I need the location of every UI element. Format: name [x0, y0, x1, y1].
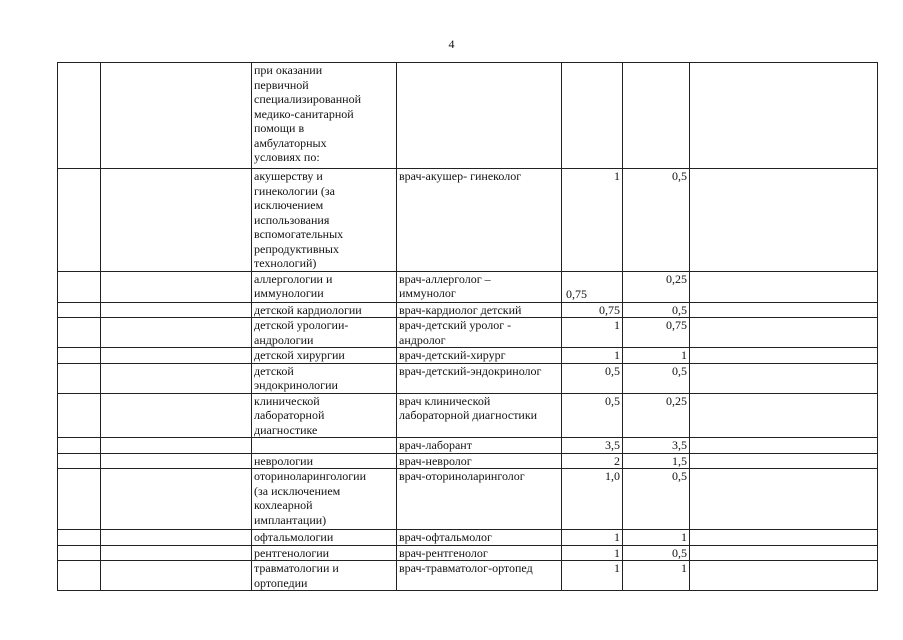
table-row — [58, 63, 878, 169]
cell-position-text: врач клинической лабораторной диагностики — [399, 393, 538, 422]
cell-profile — [252, 438, 397, 454]
cell-profile — [252, 363, 397, 393]
cell-value-1-text: 0,75 — [566, 287, 587, 301]
cell-value-1-text: 0,5 — [605, 393, 620, 408]
cell-value-1 — [562, 363, 623, 393]
cell-index — [58, 318, 101, 348]
cell-position — [397, 469, 562, 530]
cell-position-text: врач-детский уролог - андролог — [399, 318, 512, 347]
cell-section — [101, 63, 252, 169]
cell-position — [397, 348, 562, 364]
cell-value-2-text: 0,5 — [672, 469, 687, 483]
cell-value-1-text: 1 — [614, 530, 620, 544]
cell-section — [101, 530, 252, 546]
cell-profile-text: при оказании первичной специализированной медико-санитарной помощи в амбулаторных условиях по: — [254, 63, 362, 164]
cell-note — [690, 453, 878, 469]
cell-value-1 — [562, 348, 623, 364]
cell-position-text: врач-невролог — [399, 453, 472, 468]
cell-position-text: врач-лаборант — [399, 438, 472, 452]
cell-value-1 — [562, 169, 623, 272]
cell-value-1 — [562, 561, 623, 591]
cell-index — [58, 561, 101, 591]
cell-section — [101, 318, 252, 348]
table-row — [58, 363, 878, 393]
cell-profile-text: акушерству и гинекологии (за исключением использования вспомогательных репродуктивных технологий) — [254, 169, 344, 270]
cell-position — [397, 169, 562, 272]
table-row — [58, 469, 878, 530]
cell-section — [101, 169, 252, 272]
cell-section — [101, 348, 252, 364]
cell-value-1 — [562, 469, 623, 530]
cell-profile — [252, 318, 397, 348]
cell-index — [58, 393, 101, 438]
cell-note — [690, 530, 878, 546]
cell-value-2 — [623, 469, 690, 530]
cell-position-text: врач-рентгенолог — [399, 545, 488, 560]
cell-index — [58, 302, 101, 318]
table-row — [58, 271, 878, 302]
cell-value-2 — [623, 348, 690, 364]
cell-position-text: врач-аллерголог – иммунолог — [399, 271, 491, 300]
cell-profile-text: рентгенологии — [254, 545, 330, 560]
cell-value-1 — [562, 393, 623, 438]
cell-note — [690, 363, 878, 393]
cell-value-1 — [562, 438, 623, 454]
cell-position — [397, 453, 562, 469]
cell-index — [58, 469, 101, 530]
table-row — [58, 393, 878, 438]
cell-note — [690, 561, 878, 591]
cell-value-2 — [623, 393, 690, 438]
cell-note — [690, 169, 878, 272]
cell-position — [397, 438, 562, 454]
cell-value-2 — [623, 545, 690, 561]
table-row — [58, 169, 878, 272]
table-body — [58, 63, 878, 591]
cell-value-1 — [562, 318, 623, 348]
cell-position — [397, 561, 562, 591]
cell-value-2 — [623, 63, 690, 169]
table-row — [58, 318, 878, 348]
table-row — [58, 561, 878, 591]
cell-value-2-text: 1,5 — [672, 453, 687, 468]
cell-profile — [252, 169, 397, 272]
table-row — [58, 438, 878, 454]
cell-section — [101, 561, 252, 591]
cell-position — [397, 545, 562, 561]
cell-index — [58, 169, 101, 272]
cell-section — [101, 302, 252, 318]
cell-profile — [252, 469, 397, 530]
cell-profile-text: клинической лабораторной диагностике — [254, 393, 325, 437]
cell-index — [58, 348, 101, 364]
cell-value-2-text: 1 — [681, 561, 687, 575]
cell-position — [397, 318, 562, 348]
cell-value-1-text: 3,5 — [605, 438, 620, 452]
cell-value-2 — [623, 453, 690, 469]
staffing-table — [57, 62, 878, 591]
cell-index — [58, 545, 101, 561]
cell-profile — [252, 545, 397, 561]
cell-profile-text: детской хирургии — [254, 348, 345, 362]
cell-index — [58, 271, 101, 302]
cell-section — [101, 545, 252, 561]
cell-value-1-text: 1 — [614, 348, 620, 362]
cell-index — [58, 438, 101, 454]
cell-value-1-text: 0,5 — [605, 363, 620, 378]
cell-value-2 — [623, 169, 690, 272]
cell-position — [397, 363, 562, 393]
cell-note — [690, 271, 878, 302]
table-row — [58, 530, 878, 546]
cell-note — [690, 469, 878, 530]
cell-position-text: врач-детский-эндокринолог — [399, 363, 542, 378]
cell-value-2 — [623, 363, 690, 393]
cell-value-2-text: 0,25 — [666, 271, 687, 286]
cell-profile — [252, 453, 397, 469]
cell-section — [101, 453, 252, 469]
cell-value-2 — [623, 530, 690, 546]
cell-value-1-text: 1,0 — [605, 469, 620, 483]
cell-value-2-text: 0,25 — [666, 393, 687, 408]
cell-value-2-text: 3,5 — [672, 438, 687, 452]
cell-value-2-text: 0,5 — [672, 169, 687, 183]
table-row — [58, 348, 878, 364]
cell-section — [101, 393, 252, 438]
cell-value-1 — [562, 453, 623, 469]
cell-index — [58, 63, 101, 169]
cell-profile — [252, 561, 397, 591]
cell-profile-text: оториноларингологии (за исключением кохлеарной имплантации) — [254, 469, 366, 527]
cell-value-2 — [623, 438, 690, 454]
cell-profile — [252, 302, 397, 318]
cell-position — [397, 271, 562, 302]
cell-note — [690, 302, 878, 318]
cell-profile — [252, 348, 397, 364]
cell-value-2 — [623, 318, 690, 348]
cell-profile-text: детской кардиологии — [254, 302, 362, 317]
cell-value-1-text: 1 — [614, 561, 620, 575]
cell-value-1-text: 1 — [614, 545, 620, 560]
page-number: 4 — [448, 37, 455, 51]
cell-value-2-text: 0,5 — [672, 545, 687, 560]
cell-value-2-text: 1 — [681, 348, 687, 362]
table-row — [58, 453, 878, 469]
cell-profile — [252, 393, 397, 438]
cell-value-2-text: 0,5 — [672, 363, 687, 378]
cell-value-2-text: 1 — [681, 530, 687, 544]
cell-value-1-text: 1 — [614, 169, 620, 183]
cell-section — [101, 469, 252, 530]
table-row — [58, 545, 878, 561]
cell-index — [58, 453, 101, 469]
cell-position — [397, 393, 562, 438]
cell-value-1 — [562, 63, 623, 169]
cell-section — [101, 438, 252, 454]
cell-value-2 — [623, 302, 690, 318]
cell-index — [58, 530, 101, 546]
cell-profile — [252, 530, 397, 546]
cell-value-2-text: 0,75 — [666, 318, 687, 332]
cell-position-text: врач-детский-хирург — [399, 348, 506, 362]
cell-value-1 — [562, 271, 623, 302]
cell-position-text: врач-оториноларинголог — [399, 469, 525, 483]
cell-note — [690, 318, 878, 348]
cell-profile-text: неврологии — [254, 453, 314, 468]
cell-note — [690, 63, 878, 169]
cell-value-2 — [623, 561, 690, 591]
cell-position-text: врач-акушер- гинеколог — [399, 169, 522, 183]
cell-value-1 — [562, 545, 623, 561]
cell-profile-text: офтальмологии — [254, 530, 334, 544]
cell-profile-text: аллергологии и иммунологии — [254, 271, 333, 300]
cell-value-1 — [562, 302, 623, 318]
cell-profile-text: детской эндокринологии — [254, 363, 338, 392]
cell-position-text: врач-офтальмолог — [399, 530, 492, 544]
cell-value-1-text: 2 — [614, 453, 620, 468]
cell-note — [690, 348, 878, 364]
cell-position — [397, 63, 562, 169]
table-row — [58, 302, 878, 318]
cell-position-text: врач-травматолог-ортопед — [399, 561, 533, 575]
cell-profile-text: детской урологии- андрологии — [254, 318, 349, 347]
cell-index — [58, 363, 101, 393]
cell-profile — [252, 271, 397, 302]
cell-value-1 — [562, 530, 623, 546]
cell-section — [101, 271, 252, 302]
cell-position — [397, 302, 562, 318]
cell-note — [690, 545, 878, 561]
cell-value-1-text: 1 — [614, 318, 620, 332]
cell-section — [101, 363, 252, 393]
cell-value-1-text: 0,75 — [599, 302, 620, 317]
cell-value-2-text: 0,5 — [672, 302, 687, 317]
cell-position-text: врач-кардиолог детский — [399, 302, 522, 317]
cell-profile-text: травматологии и ортопедии — [254, 561, 339, 590]
cell-note — [690, 393, 878, 438]
cell-position — [397, 530, 562, 546]
cell-value-2 — [623, 271, 690, 302]
cell-note — [690, 438, 878, 454]
cell-profile — [252, 63, 397, 169]
